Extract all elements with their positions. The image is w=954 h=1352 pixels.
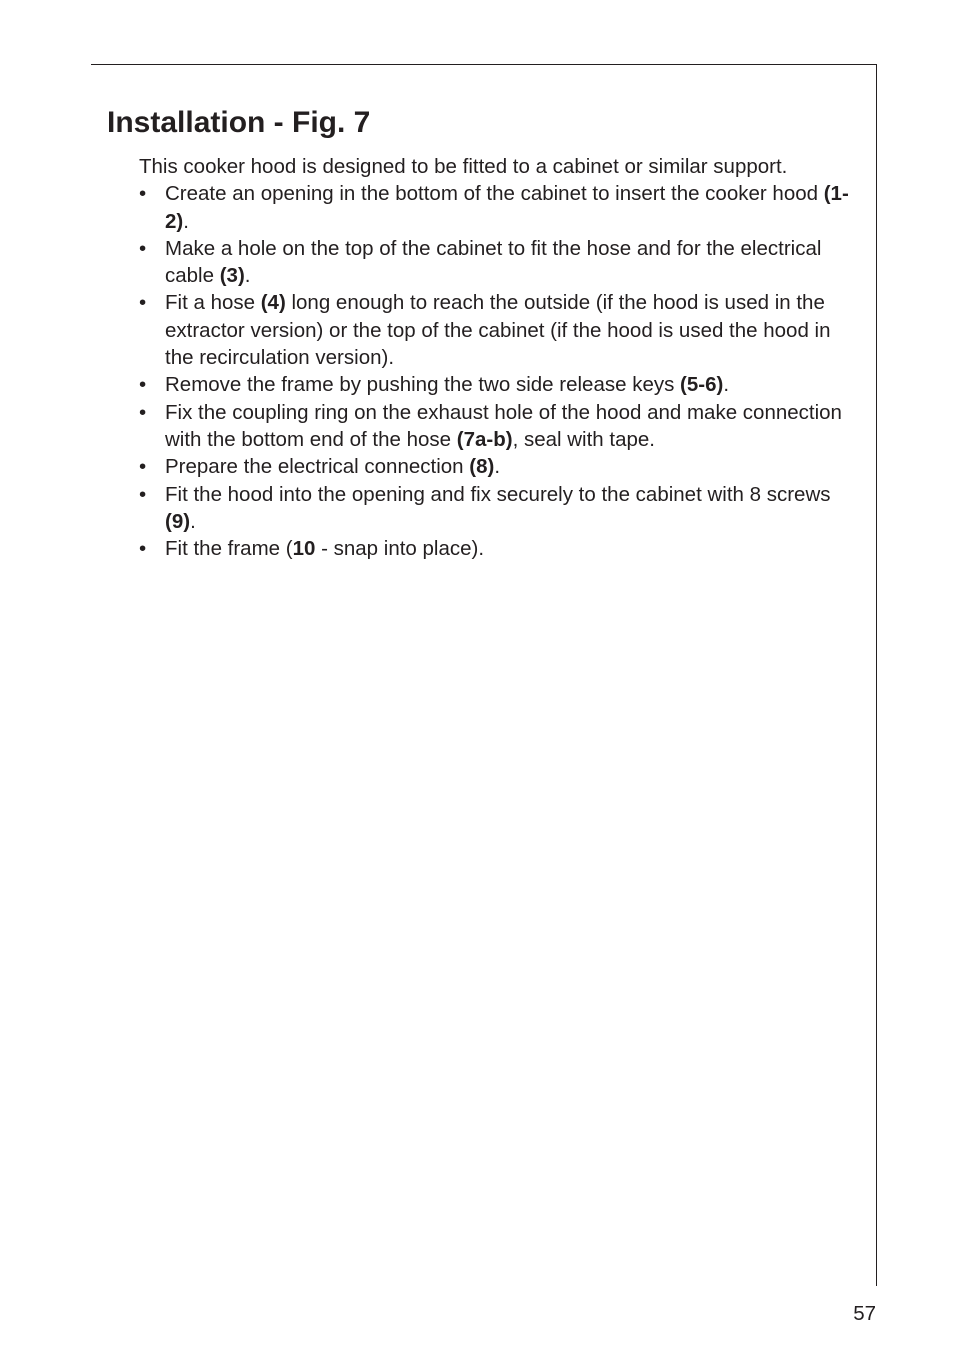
step-tail: . xyxy=(190,509,196,533)
bullet-icon: • xyxy=(139,373,147,397)
step-ref: (1-2) xyxy=(165,182,849,233)
step-ref: (7a-b) xyxy=(456,427,513,451)
list-item xyxy=(139,453,854,480)
step-text: Make a hole on the top of the cabinet to fit the hose and for the electrical cable xyxy=(165,236,822,288)
step-tail: . xyxy=(183,209,189,233)
list-item xyxy=(139,399,854,454)
step-ref: (5-6) xyxy=(680,373,724,397)
step-text: Fix the coupling ring on the exhaust hole of the hood and make connection with the bottom end of the hose xyxy=(165,400,842,451)
step-tail: , seal with tape. xyxy=(512,427,656,451)
list-item xyxy=(139,371,854,398)
bullet-icon: • xyxy=(139,291,147,315)
step-text: Prepare the electrical connection xyxy=(165,455,470,479)
step-tail: . xyxy=(723,373,730,397)
instructions xyxy=(139,153,854,562)
step-text: Fit a hose xyxy=(165,291,261,315)
page-title: Installation - Fig. 7 xyxy=(107,106,371,139)
bullet-icon: • xyxy=(139,455,147,479)
list-item xyxy=(139,180,854,235)
list-item xyxy=(139,289,854,371)
bullet-icon: • xyxy=(139,482,147,506)
step-text: Remove the frame by pushing the two side release keys xyxy=(165,373,681,397)
step-tail: . xyxy=(244,264,251,288)
step-ref: (4) xyxy=(260,291,286,315)
top-rule xyxy=(91,64,877,65)
step-text: Fit the hood into the opening and fix securely to the cabinet with 8 screws xyxy=(165,482,831,506)
intro-text: This cooker hood is designed to be fitted to a cabinet or similar support. xyxy=(139,155,788,178)
list-item xyxy=(139,535,854,562)
side-rule xyxy=(876,64,877,1286)
step-tail: long enough to reach the outside (if the hood is used in the extractor version) or the top of the cabinet (if the hood is used the hood in the recirculation version). xyxy=(165,291,831,370)
step-text: Fit the frame ( xyxy=(165,537,293,561)
list-item xyxy=(139,235,854,290)
step-ref: (8) xyxy=(469,455,495,479)
step-tail: - snap into place). xyxy=(315,537,485,561)
steps-list xyxy=(139,180,854,562)
bullet-icon: • xyxy=(139,182,147,206)
step-ref: (3) xyxy=(219,264,245,288)
bullet-icon: • xyxy=(139,400,147,424)
step-text: Create an opening in the bottom of the cabinet to insert the cooker hood xyxy=(165,182,824,206)
page-number: 57 xyxy=(853,1302,876,1325)
bullet-icon: • xyxy=(139,236,147,260)
step-ref: 10 xyxy=(292,537,316,561)
step-ref: (9) xyxy=(165,509,191,533)
list-item xyxy=(139,481,854,536)
bullet-icon: • xyxy=(139,537,147,561)
step-tail: . xyxy=(494,455,501,479)
